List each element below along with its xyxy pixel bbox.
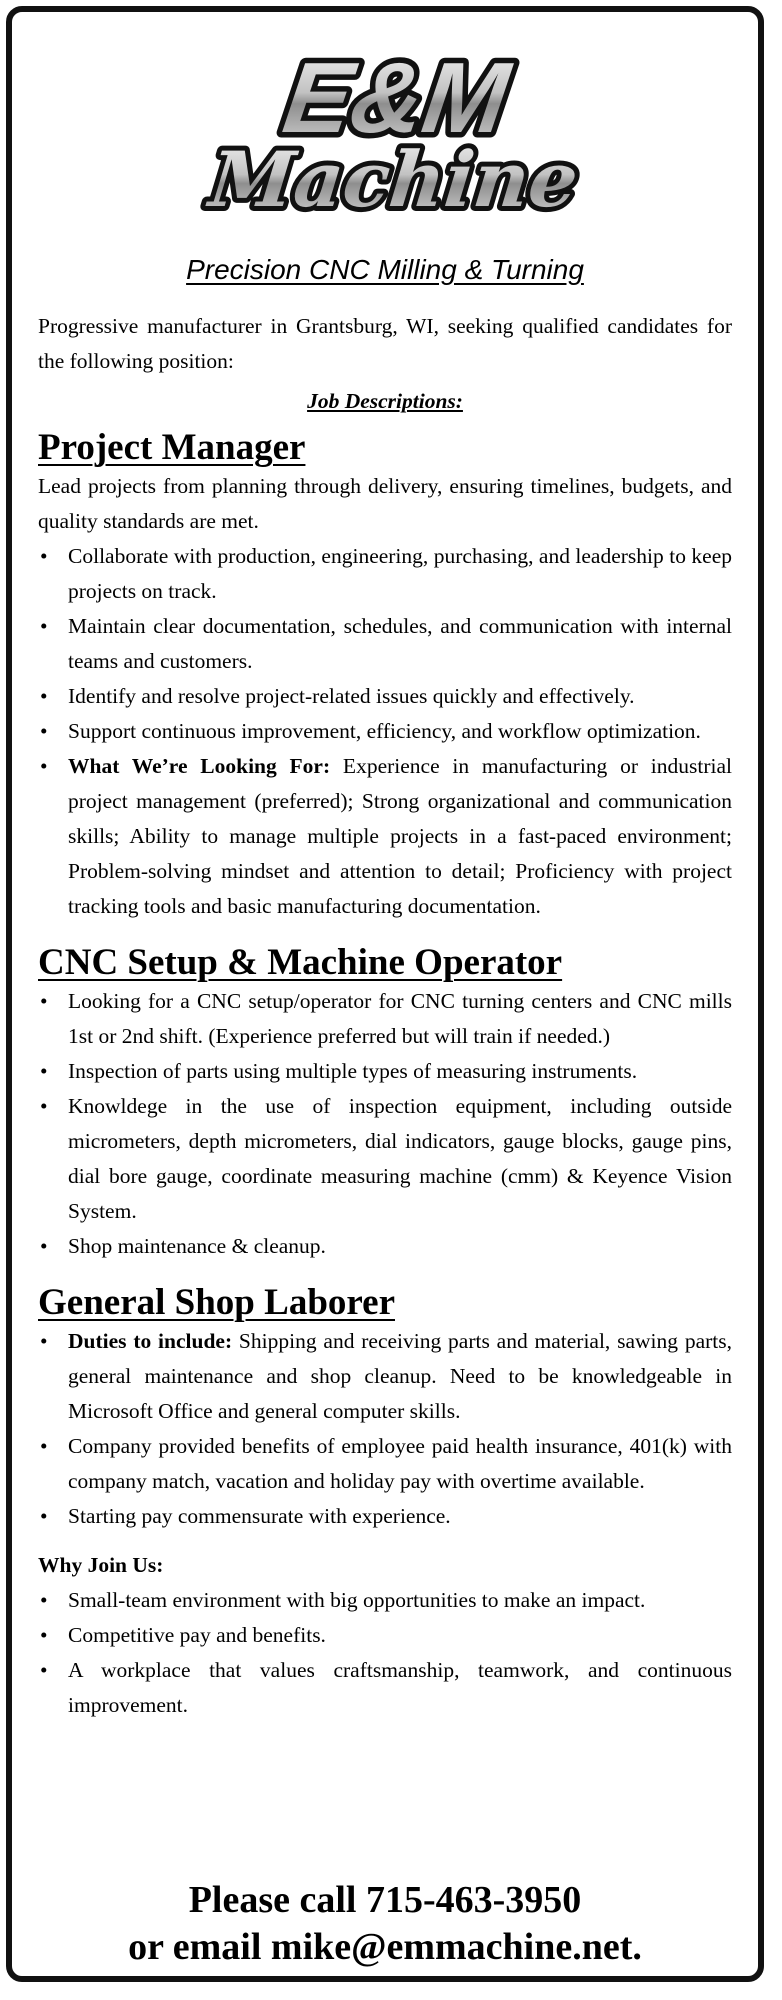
list-item: • Support continuous improvement, efficiency, and workflow optimization. [38,714,732,749]
contact-phone: Please call 715-463-3950 [188,1879,582,1921]
shop-laborer-list [38,1324,732,1534]
logo-text-machine: Machine [205,134,583,224]
logo-text-em: E&M [277,42,516,154]
company-logo [187,36,617,246]
job-descriptions-label: Job Descriptions: [307,389,463,413]
list-item: • Duties to include: Shipping and receiving parts and material, sawing parts, general maintenance and shop cleanup. Need to be knowledgeable in Microsoft Office and general computer skills. [38,1324,732,1429]
section-title-shop-laborer: General Shop Laborer [38,1282,395,1323]
list-item: • Maintain clear documentation, schedules, and communication with internal teams and customers. [38,609,732,679]
bold-lead: Duties to include: [68,1329,233,1353]
cnc-operator-list [38,984,732,1264]
contact-block [12,1877,758,1971]
list-item: • A workplace that values craftsmanship, teamwork, and continuous improvement. [38,1653,732,1723]
list-item: • Knowldege in the use of inspection equipment, including outside micrometers, depth micrometers, dial indicators, gauge blocks, gauge pins, dial bore gauge, coordinate measuring machine (cmm) & Keyence Vision System. [38,1089,732,1229]
list-item: • Starting pay commensurate with experience. [38,1499,732,1534]
project-manager-lead: Lead projects from planning through delivery, ensuring timelines, budgets, and quality standards are met. [38,474,732,533]
bold-lead: What We’re Looking For: [68,754,331,778]
job-ad [6,6,764,1982]
list-item: • What We’re Looking For: Experience in manufacturing or industrial project management (preferred); Strong organizational and communication skills; Ability to manage multiple projects in a fast-paced environment; Problem-solving mindset and attention to detail; Proficiency with project tracking tools and basic manufacturing documentation. [38,749,732,924]
section-title-cnc-operator: CNC Setup & Machine Operator [38,942,563,983]
contact-email: or email mike@emmachine.net. [128,1926,642,1968]
list-item: • Shop maintenance & cleanup. [38,1229,732,1264]
list-item: • Competitive pay and benefits. [38,1618,732,1653]
project-manager-list [38,539,732,924]
section-title-project-manager: Project Manager [38,427,306,468]
list-item: • Collaborate with production, engineering, purchasing, and leadership to keep projects on track. [38,539,732,609]
list-item: • Company provided benefits of employee paid health insurance, 401(k) with company match, vacation and holiday pay with overtime available. [38,1429,732,1499]
intro-text: Progressive manufacturer in Grantsburg, WI, seeking qualified candidates for the following position: [38,314,732,373]
why-join-list [38,1583,732,1723]
why-join-heading: Why Join Us: [38,1553,164,1577]
ad-body [38,309,732,1723]
tagline: Precision CNC Milling & Turning [186,254,584,285]
list-item: • Small-team environment with big opportunities to make an impact. [38,1583,732,1618]
list-item: • Looking for a CNC setup/operator for CNC turning centers and CNC mills 1st or 2nd shift. (Experience preferred but will train if needed.) [38,984,732,1054]
list-item: • Inspection of parts using multiple types of measuring instruments. [38,1054,732,1089]
list-item: • Identify and resolve project-related issues quickly and effectively. [38,679,732,714]
